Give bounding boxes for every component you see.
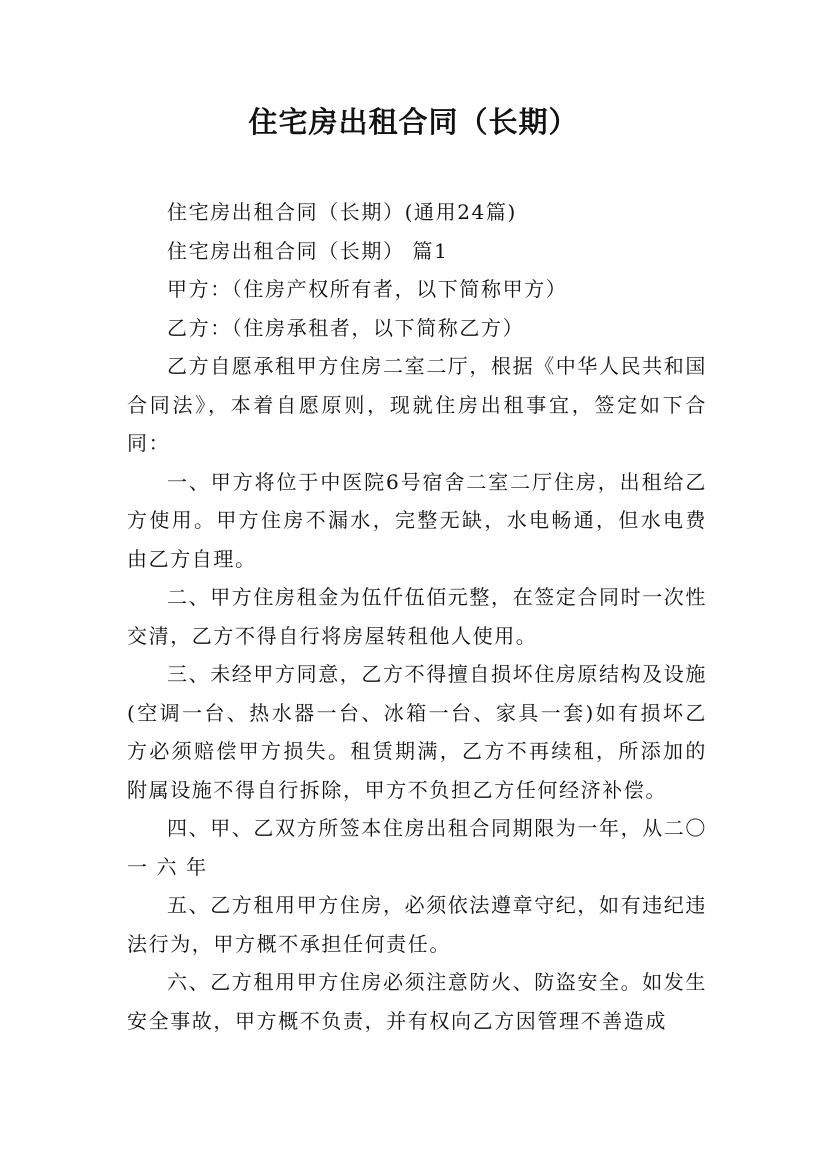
paragraph-clause-5: 五、乙方租用甲方住房，必须依法遵章守纪，如有违纪违法行为，甲方概不承担任何责任。 — [127, 893, 707, 956]
paragraph-clause-2: 二、甲方住房租金为伍仟伍佰元整，在签定合同时一次性交清，乙方不得自行将房屋转租他人使用。 — [127, 585, 707, 648]
paragraph-section-title: 住宅房出租合同（长期） 篇1 — [167, 238, 449, 263]
paragraph-clause-1: 一、甲方将位于中医院6号宿舍二室二厅住房，出租给乙方使用。甲方住房不漏水，完整无缺，水电畅通，但水电费由乙方自理。 — [127, 469, 707, 571]
paragraph-party-b: 乙方：（住房承租者，以下简称乙方） — [167, 315, 525, 340]
document-body — [127, 193, 707, 1040]
paragraph-preamble: 乙方自愿承租甲方住房二室二厅，根据《中华人民共和国合同法》，本着自愿原则，现就住房出租事宜，签定如下合同： — [127, 354, 707, 455]
document-title: 住宅房出租合同（长期） — [248, 105, 579, 139]
paragraph-heading: 住宅房出租合同（长期）(通用24篇) — [167, 200, 517, 224]
paragraph-clause-6: 六、乙方租用甲方住房必须注意防火、防盗安全。如发生安全事故，甲方概不负责，并有权向乙方因管理不善造成 — [127, 970, 707, 1033]
paragraph-clause-4: 四、甲、乙双方所签本住房出租合同期限为一年，从二〇一 六 年 — [127, 816, 707, 879]
paragraph-clause-3: 三、未经甲方同意，乙方不得擅自损坏住房原结构及设施(空调一台、热水器一台、冰箱一台、家具一套)如有损坏乙方必须赔偿甲方损失。租赁期满，乙方不再续租，所添加的附属设施不得自行拆除，甲方不负担乙方任何经济补偿。 — [127, 662, 707, 802]
paragraph-party-a: 甲方：（住房产权所有者，以下简称甲方） — [167, 277, 568, 301]
